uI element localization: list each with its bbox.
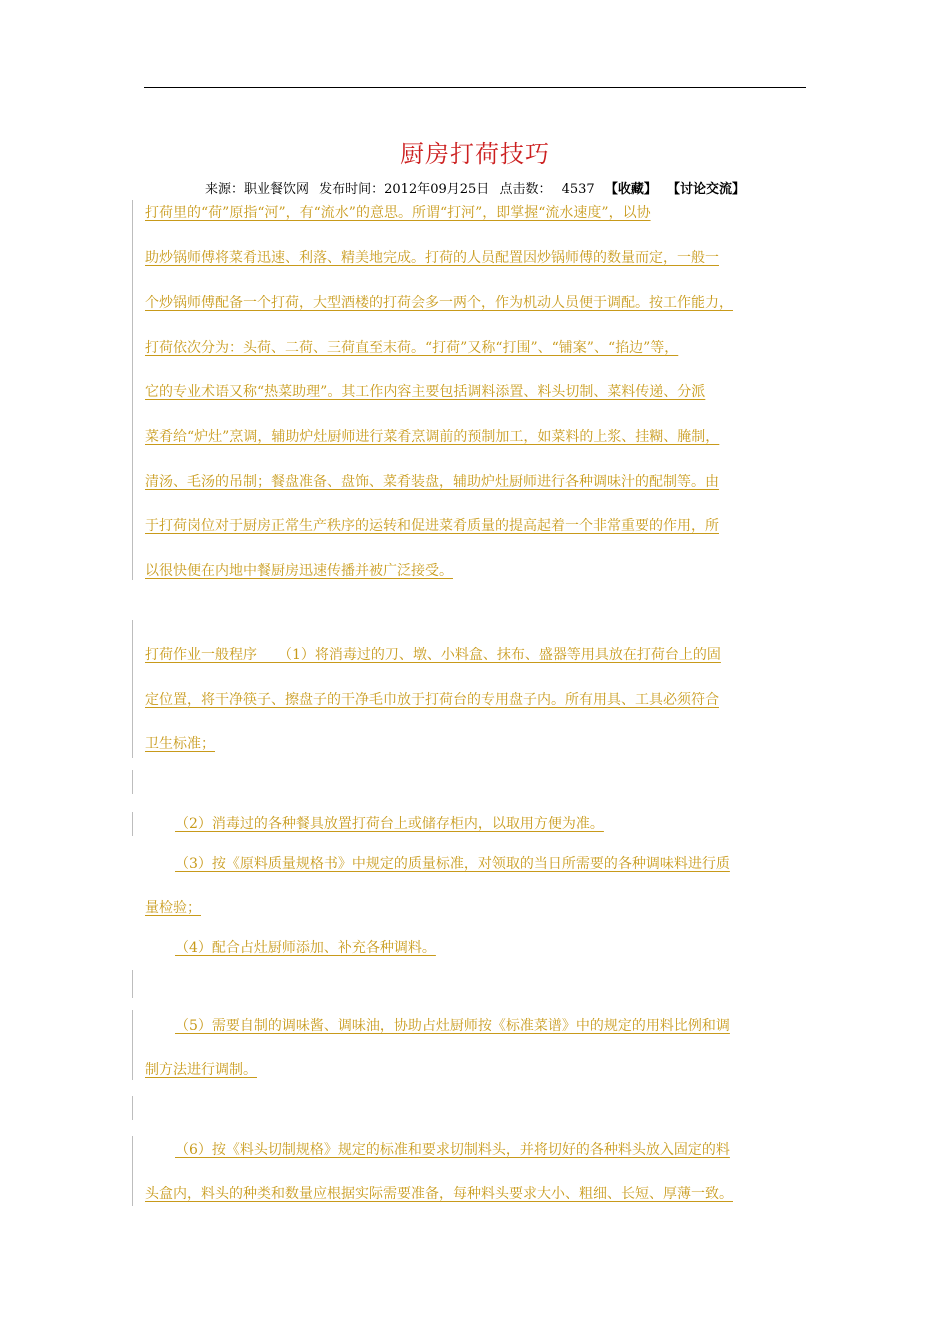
intro-line[interactable]: 它的专业术语又称“热菜助理”。其工作内容主要包括调料添置、料头切制、菜料传递、分派 xyxy=(145,384,706,400)
step-4-text: （4）配合占灶厨师添加、补充各种调料。 xyxy=(175,940,436,956)
top-horizontal-rule xyxy=(144,87,806,88)
meta-clicks-count: 4537 xyxy=(561,182,595,197)
step-5-line[interactable]: 制方法进行调制。 xyxy=(145,1062,257,1078)
intro-line[interactable]: 打荷依次分为：头荷、二荷、三荷直至末荷。“打荷”又称“打围”、“铺案”、“掐边”等， xyxy=(145,340,679,356)
margin-bar xyxy=(132,770,133,794)
intro-line[interactable]: 助炒锅师傅将菜肴迅速、利落、精美地完成。打荷的人员配置因炒锅师傅的数量而定，一般一 xyxy=(145,250,719,266)
discuss-link[interactable]: 【讨论交流】 xyxy=(667,182,746,197)
step-6-text: （6）按《料头切制规格》规定的标准和要求切制料头，并将切好的各种料头放入固定的料 xyxy=(175,1142,730,1158)
margin-bar xyxy=(132,620,133,758)
intro-line[interactable]: 个炒锅师傅配备一个打荷，大型酒楼的打荷会多一两个，作为机动人员便于调配。按工作能力， xyxy=(145,295,733,311)
meta-published: 发布时间：2012年09月25日 xyxy=(319,182,490,197)
step-3-text: （3）按《原料质量规格书》中规定的质量标准，对领取的当日所需要的各种调味料进行质 xyxy=(175,856,730,872)
margin-bar xyxy=(132,812,133,836)
margin-bar xyxy=(132,200,133,580)
margin-bar xyxy=(132,1136,133,1206)
intro-line[interactable]: 以很快便在内地中餐厨房迅速传播并被广泛接受。 xyxy=(145,563,453,579)
article-title: 厨房打荷技巧 xyxy=(400,140,550,168)
step-5-line[interactable] xyxy=(145,1017,815,1035)
procedure-line[interactable]: 打荷作业一般程序 （1）将消毒过的刀、墩、小料盒、抹布、盛器等用具放在打荷台上的固 xyxy=(145,647,721,663)
step-2-line[interactable] xyxy=(145,815,815,833)
step-4-line[interactable] xyxy=(145,939,815,957)
step-6-line[interactable] xyxy=(145,1141,815,1159)
procedure-line[interactable]: 卫生标准； xyxy=(145,736,215,752)
step-3-line[interactable] xyxy=(145,855,815,873)
procedure-line[interactable]: 定位置，将干净筷子、擦盘子的干净毛巾放于打荷台的专用盘子内。所有用具、工具必须符合 xyxy=(145,692,719,708)
margin-bar xyxy=(132,1010,133,1080)
step-3-line[interactable]: 量检验； xyxy=(145,900,201,916)
intro-line[interactable]: 打荷里的“荷”原指“河”，有“流水”的意思。所谓“打河”，即掌握“流水速度”，以协 xyxy=(145,205,651,221)
intro-line[interactable]: 菜肴给“炉灶”烹调，辅助炉灶厨师进行菜肴烹调前的预制加工，如菜料的上浆、挂糊、腌制， xyxy=(145,429,720,445)
step-5-text: （5）需要自制的调味酱、调味油，协助占灶厨师按《标准菜谱》中的规定的用料比例和调 xyxy=(175,1018,730,1034)
step-2-text: （2）消毒过的各种餐具放置打荷台上或储存柜内，以取用方便为准。 xyxy=(175,816,604,832)
intro-line[interactable]: 清汤、毛汤的吊制；餐盘准备、盘饰、菜肴装盘，辅助炉灶厨师进行各种调味汁的配制等。由 xyxy=(145,474,719,490)
meta-clicks-label: 点击数： xyxy=(499,182,552,197)
meta-source: 来源：职业餐饮网 xyxy=(204,182,309,197)
intro-line[interactable]: 于打荷岗位对于厨房正常生产秩序的运转和促进菜肴质量的提高起着一个非常重要的作用，所 xyxy=(145,518,719,534)
margin-bar xyxy=(132,1096,133,1120)
step-6-line[interactable]: 头盒内，料头的种类和数量应根据实际需要准备，每种料头要求大小、粗细、长短、厚薄一致。 xyxy=(145,1186,733,1202)
margin-bar xyxy=(132,970,133,998)
article-meta xyxy=(0,178,950,197)
favorite-link[interactable]: 【收藏】 xyxy=(604,182,657,197)
